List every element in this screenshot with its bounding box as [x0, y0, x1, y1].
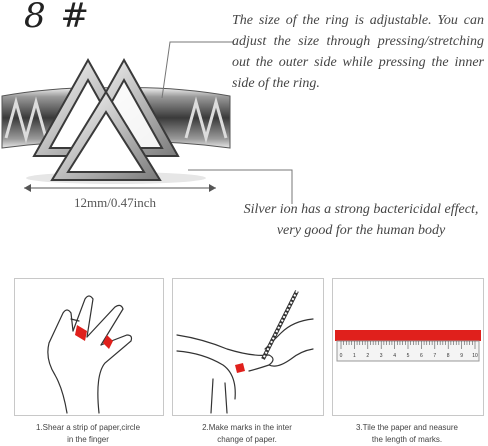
ruler-tick-label: 10	[472, 353, 478, 359]
finger-wrap-illustration	[15, 279, 163, 415]
ruler-tick-label: 1	[353, 353, 356, 359]
paper-strip-red	[75, 325, 87, 341]
ruler-tick-label: 8	[446, 353, 450, 359]
step-1-panel	[14, 278, 164, 416]
adjustable-description: The size of the ring is adjustable. You can adjust the size through pressing/stretching out the outer side while pressing the inner side of the ring.	[232, 13, 484, 91]
step-3-panel	[332, 278, 484, 416]
ruler-tick-label: 2	[366, 353, 370, 359]
ruler-illustration	[333, 279, 483, 415]
ruler-tick-label: 9	[460, 353, 463, 359]
mark-red	[235, 363, 245, 373]
step-2-caption: 2.Make marks in the inter change of paper.	[202, 423, 292, 444]
ruler-tick-label: 6	[420, 353, 423, 359]
step-3-caption: 3.Tile the paper and neasure the length of marks.	[356, 423, 458, 444]
ruler-tick-label: 3	[379, 353, 383, 359]
ruler-tick-label: 4	[393, 353, 396, 359]
silver-description: Silver ion has a strong bactericidal effect, very good for the human body	[243, 202, 479, 238]
step-1-caption: 1.Shear a strip of paper,circle in the finger	[35, 423, 141, 444]
ruler-tick-label: 0	[339, 353, 343, 359]
ring-size-label: 8 #	[24, 0, 91, 36]
ruler-tick-label: 7	[433, 353, 437, 359]
step-2-panel	[172, 278, 324, 416]
dimension-label: 12mm/0.47inch	[74, 195, 156, 210]
ruler-tick-label: 5	[406, 353, 410, 359]
adjustable-leader-line	[160, 40, 234, 100]
marking-illustration	[173, 279, 323, 415]
paper-strip	[335, 330, 481, 341]
